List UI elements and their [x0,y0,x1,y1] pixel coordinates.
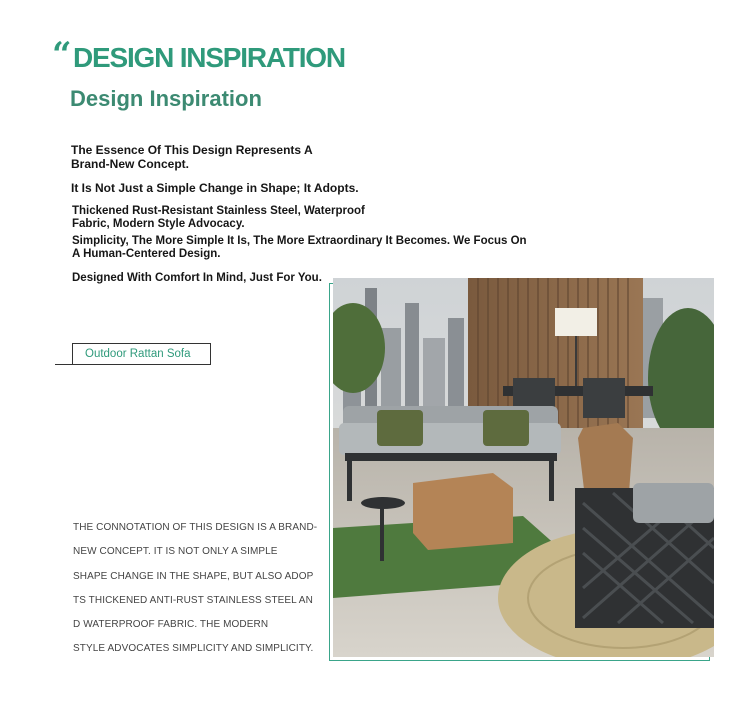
paragraph-line: Thickened Rust-Resistant Stainless Steel, Waterproof [72,205,365,217]
paragraph-simplicity [72,235,527,261]
description-line: TS THICKENED ANTI-RUST STAINLESS STEEL AN [73,594,313,606]
paragraph-line: Designed With Comfort In Mind, Just For You. [72,272,322,284]
description-line: NEW CONCEPT. IT IS NOT ONLY A SIMPLE [73,546,278,558]
paragraph-line: The Essence Of This Design Represents A [71,143,313,157]
description-line: THE CONNOTATION OF THIS DESIGN IS A BRAND- [73,522,318,533]
paragraph-line: A Human-Centered Design. [72,248,221,260]
product-label: Outdoor Rattan Sofa [72,343,211,365]
paragraph-materials [72,205,365,231]
paragraph-line: Simplicity, The More Simple It Is, The More Extraordinary It Becomes. We Focus On [72,235,527,247]
paragraph-comfort [72,271,322,285]
paragraph-essence [71,143,313,171]
paragraph-line: Fabric, Modern Style Advocacy. [72,218,245,230]
paragraph-line: It Is Not Just a Simple Change in Shape; It Adopts. [71,181,359,195]
description-line: SHAPE CHANGE IN THE SHAPE, BUT ALSO ADOP [73,570,314,582]
page-title: DESIGN INSPIRATION [73,42,345,73]
description-line: STYLE ADVOCATES SIMPLICITY AND SIMPLICITY. [73,643,314,655]
quote-mark: “ [52,35,72,75]
description-block [73,516,318,662]
product-photo [333,278,714,657]
page-subtitle: Design Inspiration [70,86,262,111]
paragraph-shape [71,181,359,195]
description-line: D WATERPROOF FABRIC. THE MODERN [73,619,269,631]
paragraph-line: Brand-New Concept. [71,157,190,171]
